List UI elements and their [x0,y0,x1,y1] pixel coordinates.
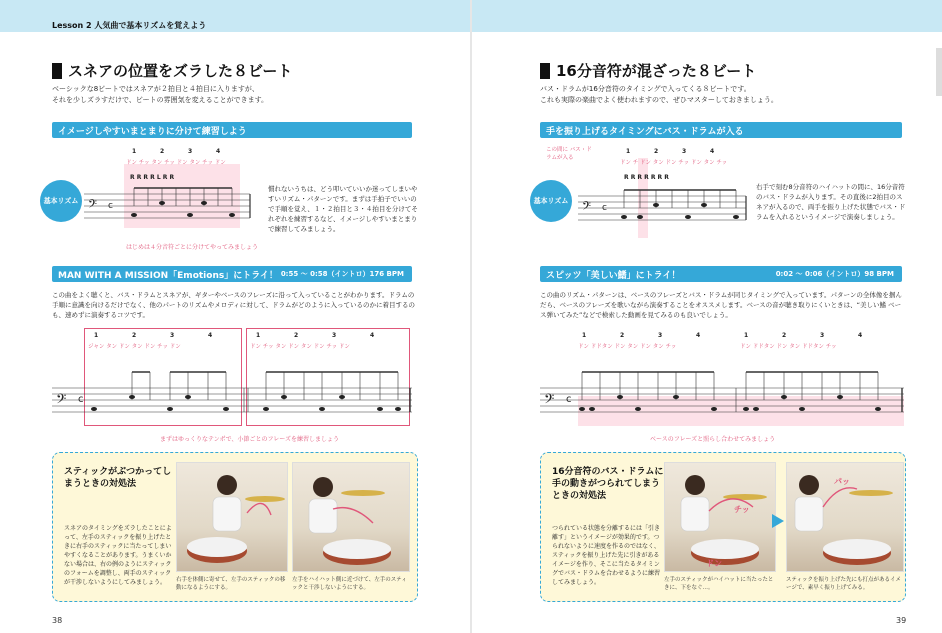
count: 2 [782,332,787,339]
count: 1 [132,148,137,155]
syllables: ドン ドドタン ドン タン ドドタン チッ [740,344,837,350]
left-staff-1 [84,186,252,226]
svg-text:c: c [602,203,607,213]
right-page-number: 39 [896,616,907,625]
left-page-number: 38 [52,616,63,625]
count: 3 [170,332,175,339]
svg-text:𝄢: 𝄢 [56,391,67,410]
title-mark [52,63,62,79]
right-intro-line: バス・ドラムが16分音符のタイミングで入ってくる８ビートです。 [540,85,751,93]
left-tip-title: スティックがぶつかってしまうときの対処法 [64,467,172,489]
arrow-right-icon [772,514,784,528]
right-staff-1 [578,188,748,228]
svg-text:𝄢: 𝄢 [88,198,98,214]
sticking: R R R R L R R [130,174,175,181]
count: 4 [216,148,221,155]
right-section2-bar [540,266,902,282]
drummer-illustration [665,463,776,572]
left-title [52,60,292,81]
count: 4 [696,332,701,339]
left-badge-text: 基本リズム [43,196,79,205]
count: 4 [370,332,375,339]
count: 1 [626,148,631,155]
left-staff-2 [52,360,414,420]
left-section1-bar-text: イメージしやすいまとまりに分けて練習しよう [58,126,247,137]
right-photo-1 [664,462,776,572]
count: 1 [94,332,99,339]
right-intro [540,84,920,106]
count: 1 [582,332,587,339]
count: 3 [332,332,337,339]
left-section1-note: はじめは４分音符ごとに分けてやってみましょう [126,244,259,251]
left-section2-time: 0:55 ～ 0:58（イントロ）176 BPM [280,270,404,278]
left-tip-caption-1: 右手を体側に寄せて、左手のスティックの移動になるようにする。 [176,577,286,591]
svg-text:𝄢: 𝄢 [544,391,555,410]
count: 4 [208,332,213,339]
left-tip-caption-2: 左手をハイハット側に近づけて、左手のスティックと干渉しないようにする。 [292,577,407,591]
syllables: ドン ドドタン ドン タン ドン タン チッ [578,344,677,350]
svg-text:c: c [108,201,113,211]
photo-label: ドン [706,559,722,568]
right-title-text: 16分音符が混ざった８ビート [556,62,757,80]
right-tip-caption-2: スティックを振り上げた先にも打点があるイメージで、素早く振り上げてみる。 [786,577,901,591]
left-section2-note: まずはゆっくりなテンポで、小節ごとのフレーズを練習しましょう [160,436,339,443]
left-photo-2 [292,462,410,572]
right-title [540,60,756,81]
right-section1-body: 右手で刻む8分音符のハイハットの間に、16分音符のバス・ドラムが入ります。その直後に2拍目のスネアが入るので、両手を振り上げた状態でバス・ドラムを入れるというイメージで演奏しましょう。 [756,183,906,221]
left-title-text: スネアの位置をズラした８ビート [68,62,293,80]
right-section2-bar-text: スピッツ「美しい鰭」にトライ！ [546,270,681,281]
count: 3 [658,332,663,339]
right-intro-line: これも実際の楽曲でよく使われますので、ぜひマスターしておきましょう。 [540,96,778,104]
right-staff-2 [540,360,906,420]
side-tab [936,48,942,96]
count: 2 [132,332,137,339]
right-section2-note: ベースのフレーズと照らし合わせてみましょう [650,436,776,443]
count: 4 [858,332,863,339]
count: 4 [710,148,715,155]
count: 1 [744,332,749,339]
right-header-band [472,0,942,32]
right-section2-body: この曲のリズム・パターンは、ベースのフレーズとバス・ドラムが同じタイミングで入っています。パターンの全体像を掴んだら、ベースのフレーズを歌いながら演奏することをオススメします。ベースの音が聴き取りにくいときは、“美しい鰭 ベース弾いてみた”などで検索した動画を見てみるのも良いでしょう。 [540,291,902,319]
left-intro-line: ベーシックな8ビートではスネアが２拍目と４拍目に入りますが、 [52,85,259,93]
drummer-illustration [177,463,288,572]
title-mark [540,63,550,79]
left-section2-bar-text: MAN WITH A MISSION「Emotions」にトライ！ [58,270,278,281]
drummer-illustration [293,463,410,572]
right-section1-bar [540,122,902,138]
photo-label: チッ [734,505,750,514]
page-gutter [470,0,472,633]
left-section1-body: 慣れないうちは、どう叩いていいか迷ってしまいやすいリズム・パターンです。まずは手拍子でいいので手順を覚え、１・２拍目と３・４拍目を分けてそれぞれを練習するなど、イメージしやすいまとまりで練習してみましょう。 [268,185,418,233]
right-tip-body: つられている状態を分離するには「引き離す」というイメージが効果的です。つられないように速度を作るのではなく、スティックを振り上げた先に引きがあるイメージを作り、そこに当たるタイミングでバス・ドラムを合わせるように練習してみましょう。 [552,525,661,586]
syllables: ドン チッ タン ドン タン ドン チッ ドン [250,344,350,350]
right-section1-bar-text: 手を振り上げるタイミングにバス・ドラムが入る [546,126,744,137]
right-badge [530,180,572,222]
count: 2 [620,332,625,339]
photo-label: パッ [834,477,850,486]
left-intro [52,84,452,106]
left-section2-bar [52,266,412,282]
left-tip-body: スネアのタイミングをズラしたことによって、左手のスティックを振り上げたときに右手のスティックに当たってしまいやすくなることがあります。うまくいかない場合は、右の例のようにスティックのフォームを調整し、両手のスティックが干渉しないようにしてみましょう。 [64,525,172,586]
right-badge-text: 基本リズム [533,196,569,205]
count: 3 [682,148,687,155]
count: 2 [160,148,165,155]
lesson-title: Lesson 2 人気曲で基本リズムを覚えよう [52,21,207,30]
syllables: ドン チッ タン チッ ドン タン チッ ドン [126,160,226,166]
left-badge [40,180,82,222]
count: 3 [820,332,825,339]
count: 1 [256,332,261,339]
left-section2-body: この曲をよく聴くと、バス・ドラムとスネアが、ギターやベースのフレーズに沿って入っていることがわかります。ドラムの手順に意識を向けるだけでなく、他のパートのリズムやメロディに対して、ドラムがどのように入っているのかに着目するのも、速めずに演奏するコツです。 [52,291,416,319]
svg-text:𝄢: 𝄢 [582,200,592,216]
count: 3 [188,148,193,155]
count: 2 [294,332,299,339]
right-tip-caption-1: 左手のスティックがハイハットに当たったときに、下をなぐ…。 [664,577,774,591]
right-section2-time: 0:02 ～ 0:06（イントロ）98 BPM [775,270,894,278]
syllables: ドン チ ドン タン ドン チッ ドン タン チッ [620,160,728,166]
right-tip-title: 16分音符のバス・ドラムに手の動きがつられてしまうときの対処法 [552,467,664,501]
right-callout: この間に バス・ドラムが入る [546,147,592,161]
svg-text:c: c [78,394,84,405]
left-photo-1 [176,462,288,572]
left-intro-line: それを少しズラすだけで、ビートの雰囲気を変えることができます。 [52,96,269,104]
count: 2 [654,148,659,155]
syllables: ジャン タン ドン タン ドン チッ ドン [88,344,181,350]
left-section1-bar [52,122,412,138]
sticking: R R R R R R R [624,174,669,181]
svg-text:c: c [566,394,572,405]
